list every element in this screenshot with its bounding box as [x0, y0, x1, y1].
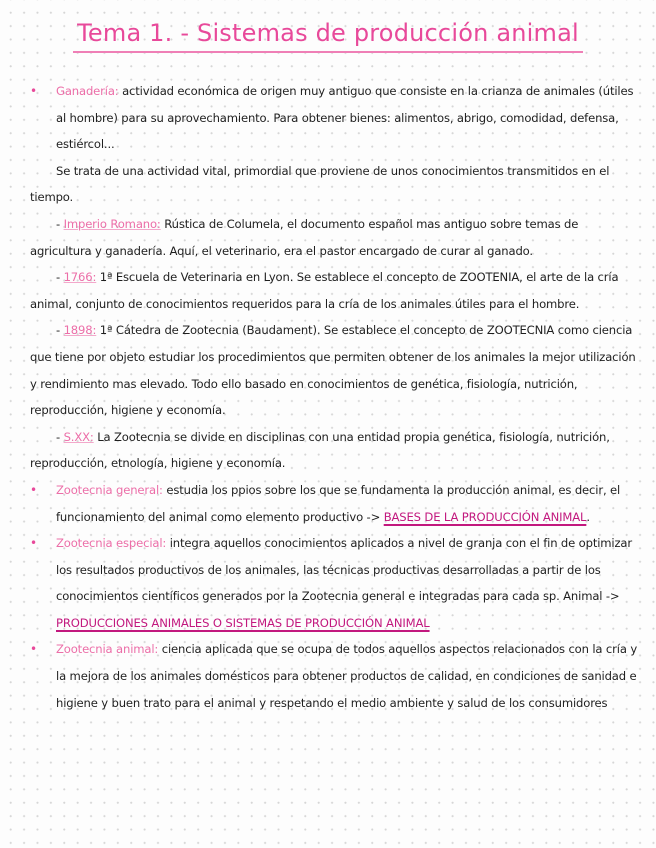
history-item-imperio-romano: - Imperio Romano: Rústica de Columela, el documento español mas antiguo sobre temas de agricultura y ganadería. Aquí, el veterinario, era el pastor encargado de curar al ganado. — [30, 216, 579, 258]
history-text: Rústica de Columela, el documento español mas antiguo sobre temas de agricultura y ganadería. Aquí, el veterinario, era el pastor encargado de curar al ganado. — [30, 216, 579, 258]
definition-zootecnia-especial — [30, 530, 642, 636]
definition-zootecnia-general — [30, 477, 642, 530]
title-text: Tema 1. - Sistemas de producción animal — [73, 16, 583, 53]
ganaderia-term: Ganadería: — [56, 84, 119, 98]
notes-body — [30, 78, 642, 716]
definition-end: . — [586, 509, 590, 524]
definition-text: integra aquellos conocimientos aplicados a nivel de granja con el fin de optimizar los resultados productivos de los animales, las técnicas productivas desarrolladas a partir de los conocimientos científicos generados por la Zootecnia general e integradas para cada sp. Animal -> — [56, 536, 633, 604]
history-item-sxx: - S.XX: La Zootecnia se divide en disciplinas con una entidad propia genética, fisiología, nutrición, reproducción, etnología, higiene y economía. — [30, 429, 610, 471]
history-label: S.XX: — [63, 429, 94, 444]
definition-term: Zootecnia general: — [56, 482, 163, 497]
definition-term: Zootecnia animal: — [56, 642, 159, 657]
definition-text: estudia los ppios sobre los que se fundamenta la producción animal, es decir, el funcionamiento del animal como elemento productivo -> — [56, 482, 621, 524]
history-label: 1898: — [63, 323, 97, 338]
definition-highlight: PRODUCCIONES ANIMALES O SISTEMAS DE PRODUCCIÓN ANIMAL — [56, 615, 430, 630]
definition-term: Zootecnia especial: — [56, 536, 167, 551]
history-text: 1ª Escuela de Veterinaria en Lyon. Se establece el concepto de ZOOTENIA, el arte de la cría animal, conjunto de conocimientos requeridos para la cría de los animales útiles para el hombre. — [30, 270, 619, 311]
ganaderia-definition — [30, 78, 642, 158]
definition-zootecnia-animal — [30, 636, 642, 716]
history-text: La Zootecnia se divide en disciplinas con una entidad propia genética, fisiología, nutrición, reproducción, etnología, higiene y economía. — [30, 429, 610, 471]
history-item-1898: - 1898: 1ª Cátedra de Zootecnia (Baudament). Se establece el concepto de ZOOTECNIA como ciencia que tiene por objeto estudiar los procedimientos que permiten obtener de los animales la mejor utilización y rendimiento mas elevado. Todo ello basado en conocimientos de genética, fisiología, nutrición, reproducción, higiene y economía. — [30, 323, 636, 418]
history-item-1766: - 1766: 1ª Escuela de Veterinaria en Lyon. Se establece el concepto de ZOOTENIA, el arte de la cría animal, conjunto de conocimientos requeridos para la cría de los animales útiles para el hombre. — [30, 270, 619, 311]
history-label: Imperio Romano: — [63, 216, 161, 231]
ganaderia-continuation: Se trata de una actividad vital, primordial que proviene de unos conocimientos transmitidos en el tiempo. — [30, 163, 610, 205]
history-label: 1766: — [63, 270, 97, 285]
ganaderia-text: actividad económica de origen muy antiguo que consiste en la crianza de animales (útiles al hombre) para su aprovechamiento. Para obtener bienes: alimentos, abrigo, comodidad, defensa, estiércol... — [56, 84, 634, 152]
definition-highlight: BASES DE LA PRODUCCIÓN ANIMAL — [383, 509, 587, 524]
history-text: 1ª Cátedra de Zootecnia (Baudament). Se establece el concepto de ZOOTECNIA como ciencia que tiene por objeto estudiar los procedimientos que permiten obtener de los animales la mejor utilización y rendimiento mas elevado. Todo ello basado en conocimientos de genética, fisiología, nutrición, reproducción, higiene y economía. — [30, 323, 636, 418]
definition-text: ciencia aplicada que se ocupa de todos aquellos aspectos relacionados con la cría y la mejora de los animales domésticos para obtener productos de calidad, en condiciones de sanidad e higiene y buen trato para el animal y respetando el medio ambiente y salud de los consumidores — [56, 642, 638, 710]
page-title — [0, 16, 656, 53]
